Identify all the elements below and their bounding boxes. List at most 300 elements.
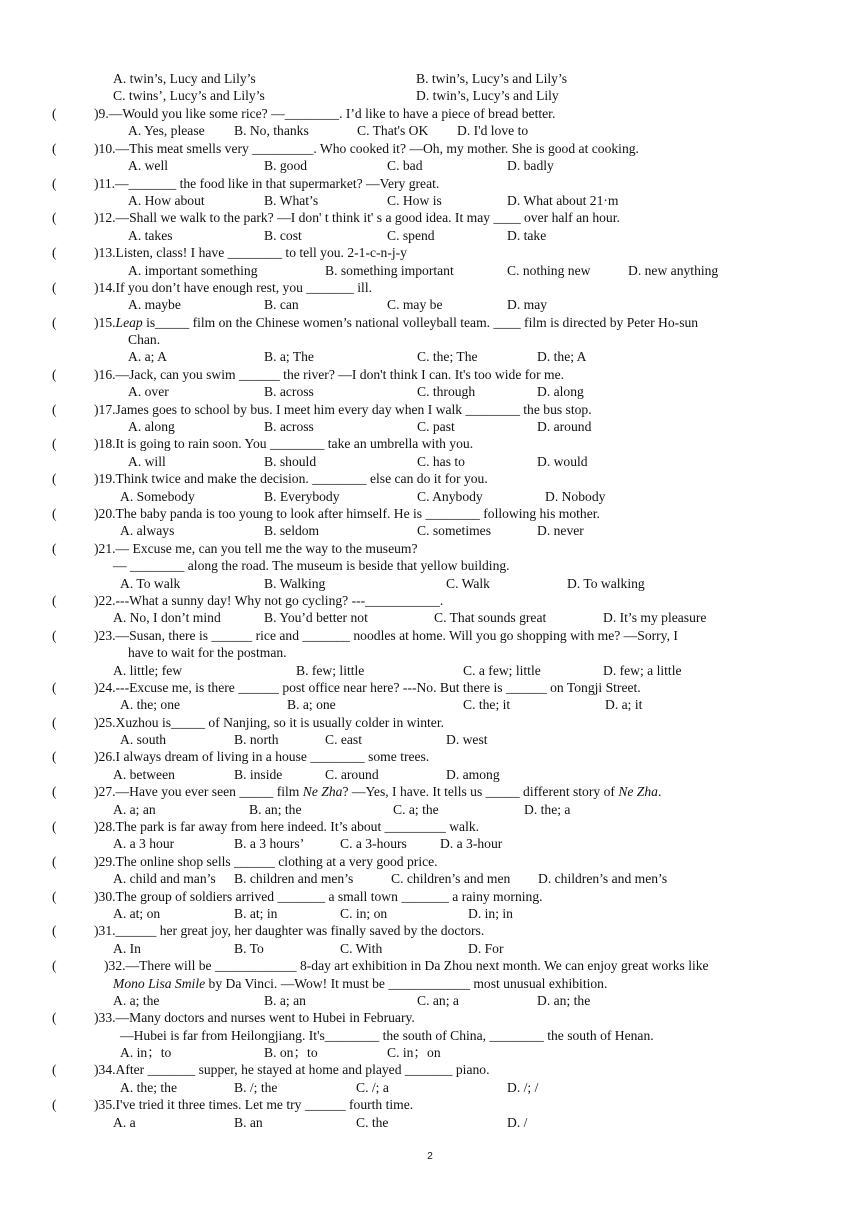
options-row	[0, 905, 860, 922]
option-d[interactable]: D. an; the	[537, 992, 591, 1008]
options-row	[0, 731, 860, 748]
option-a[interactable]: A. well	[128, 158, 169, 174]
answer-blank[interactable]	[60, 853, 90, 869]
stem-text: —Susan, there is ______ rice and _______ noodles at home. Will you go shopping with me? —Sorry, I	[115, 627, 678, 643]
option-c[interactable]: C. in; on	[340, 905, 388, 921]
stem-title-italic: Ne Zha	[618, 784, 658, 800]
answer-blank[interactable]	[60, 209, 90, 225]
answer-blank[interactable]	[60, 748, 90, 764]
question-number: )32.	[104, 958, 126, 974]
stem-title-italic: Mono Lisa Smile	[113, 975, 206, 991]
option-c[interactable]: C. the; The	[417, 349, 478, 365]
question-item	[0, 1061, 860, 1096]
option-a[interactable]: A. child and man’s	[113, 871, 216, 887]
option-b[interactable]: B. No, thanks	[234, 123, 309, 139]
option-a[interactable]: A. a	[113, 1114, 136, 1130]
option-c[interactable]: C. in；on	[387, 1045, 441, 1061]
stem-text: Xuzhou is_____ of Nanjing, so it is usually colder in winter.	[115, 714, 445, 730]
question-number: )13.	[94, 245, 116, 261]
answer-blank[interactable]	[60, 470, 90, 486]
option-a[interactable]: A. How about	[128, 192, 205, 208]
option-b[interactable]: B. something important	[325, 262, 454, 278]
option-a[interactable]: A. Somebody	[120, 488, 195, 504]
option-a[interactable]: A. a; the	[113, 992, 160, 1008]
answer-bracket-open: (	[52, 1062, 57, 1078]
option-d[interactable]: D. children’s and men’s	[538, 871, 668, 887]
answer-blank[interactable]	[60, 140, 90, 156]
question-item	[0, 853, 860, 888]
question-stem	[94, 209, 620, 226]
question-stem-row	[0, 401, 860, 418]
answer-bracket-open: (	[52, 314, 57, 330]
stem-text: James goes to school by bus. I meet him every day when I walk ________ the bus stop.	[115, 401, 592, 417]
question-item	[0, 1096, 860, 1131]
question-stem-row	[0, 783, 860, 800]
question-stem	[94, 140, 639, 157]
option-a[interactable]: A. south	[120, 732, 167, 748]
question-stem-row	[0, 627, 860, 644]
question-stem	[94, 401, 592, 418]
option-d[interactable]: D. take	[507, 227, 547, 243]
question-item	[0, 540, 860, 592]
option-c[interactable]: C. the; it	[463, 697, 511, 713]
options-row	[0, 696, 860, 713]
option-c[interactable]: C. a 3-hours	[340, 836, 407, 852]
option-d[interactable]: D. /; /	[507, 1079, 539, 1095]
question-stem-row	[0, 922, 860, 939]
question-number: )14.	[94, 279, 116, 295]
option-b[interactable]: B. inside	[234, 766, 283, 782]
option-c[interactable]: C. may be	[387, 297, 443, 313]
stem-text: —Shall we walk to the park? —I don' t think it' s a good idea. It may ____ over half an hour.	[115, 210, 620, 226]
stem-text: ______ her great joy, her daughter was finally saved by the doctors.	[115, 923, 485, 939]
question-number: )21.	[94, 540, 116, 556]
answer-blank[interactable]	[60, 679, 90, 695]
stem-text: I always dream of living in a house ________ some trees.	[115, 749, 430, 765]
answer-blank[interactable]	[60, 505, 90, 521]
option-b[interactable]: B. an; the	[249, 801, 302, 817]
question-stem	[94, 853, 438, 870]
option-a[interactable]: A. the; the	[120, 1079, 178, 1095]
option-d[interactable]: D. in; in	[468, 905, 513, 921]
option-b[interactable]: B. twin’s, Lucy’s and Lily’s	[416, 71, 568, 86]
option-b[interactable]: B. across	[264, 384, 314, 400]
option-d[interactable]: D. new anything	[628, 262, 719, 278]
stem-text: It is going to rain soon. You ________ take an umbrella with you.	[115, 436, 474, 452]
question-number: )27.	[94, 784, 116, 800]
question-stem-row	[0, 1061, 860, 1078]
question-stem-row	[0, 592, 860, 609]
options-row	[0, 453, 860, 470]
option-a[interactable]: A. at; on	[113, 905, 161, 921]
option-c[interactable]: C. a few; little	[463, 662, 541, 678]
options-row	[0, 1079, 860, 1096]
option-c[interactable]: C. the	[356, 1114, 389, 1130]
question-item	[0, 748, 860, 783]
stem-text: ? —Yes, I have. It tells us _____ different story of	[342, 784, 619, 800]
stem-text: Chan.	[128, 332, 161, 348]
option-a[interactable]: A. along	[128, 419, 175, 435]
question-stem-row	[0, 540, 860, 557]
option-a[interactable]: A. No, I don’t mind	[113, 610, 221, 626]
option-c[interactable]: C. With	[340, 940, 383, 956]
stem-text: —There will be ____________ 8-day art exhibition in Da Zhou next month. We can enjoy great works like	[125, 958, 709, 974]
option-b[interactable]: B. a; one	[287, 697, 336, 713]
question-item	[0, 470, 860, 505]
answer-blank[interactable]	[60, 314, 90, 330]
question-stem-row	[0, 1096, 860, 1113]
question-stem	[94, 679, 641, 696]
question-stem-row	[0, 505, 860, 522]
option-b[interactable]: B. good	[264, 158, 308, 174]
option-d[interactable]: D. a 3-hour	[440, 836, 503, 852]
question-item	[0, 314, 860, 366]
answer-blank[interactable]	[60, 888, 90, 904]
question-number: )18.	[94, 436, 116, 452]
answer-bracket-open: (	[52, 958, 57, 974]
option-d[interactable]: D. /	[507, 1114, 528, 1130]
option-b[interactable]: B. Everybody	[264, 488, 340, 504]
answer-blank[interactable]	[60, 401, 90, 417]
stem-text: have to wait for the postman.	[128, 645, 287, 661]
answer-blank[interactable]	[60, 175, 90, 191]
options-row	[0, 227, 860, 244]
answer-blank[interactable]	[60, 592, 90, 608]
options-row	[0, 522, 860, 539]
question-stem-row	[0, 435, 860, 452]
option-d[interactable]: D. Nobody	[545, 488, 606, 504]
answer-bracket-open: (	[52, 210, 57, 226]
question-stem-row	[0, 714, 860, 731]
question-stem	[94, 592, 443, 609]
question-stem-row	[0, 957, 860, 974]
options-row	[0, 870, 860, 887]
answer-bracket-open: (	[52, 245, 57, 261]
option-a[interactable]: A. little; few	[113, 662, 183, 678]
option-a[interactable]: A. Yes, please	[128, 123, 205, 139]
option-b[interactable]: B. an	[234, 1114, 263, 1130]
question-stem	[94, 627, 678, 644]
question-number: )35.	[94, 1097, 116, 1113]
answer-blank[interactable]	[60, 366, 90, 382]
option-b[interactable]: B. at; in	[234, 905, 278, 921]
answer-blank[interactable]	[60, 922, 90, 938]
prev-question-options	[0, 70, 860, 105]
answer-bracket-open: (	[52, 106, 57, 121]
option-c[interactable]: C. That sounds great	[434, 610, 547, 626]
question-number: )31.	[94, 923, 116, 939]
option-b[interactable]: B. on；to	[264, 1045, 318, 1061]
option-c[interactable]: C. bad	[387, 158, 423, 174]
option-c[interactable]: C. east	[325, 732, 362, 748]
option-d[interactable]: D. never	[537, 523, 584, 539]
stem-text: After _______ supper, he stayed at home and played _______ piano.	[115, 1062, 490, 1078]
option-b[interactable]: B. north	[234, 732, 279, 748]
option-d[interactable]: D. may	[507, 297, 548, 313]
option-d[interactable]: D. few; a little	[603, 662, 682, 678]
options-row	[0, 488, 860, 505]
option-b[interactable]: B. To	[234, 940, 264, 956]
answer-blank[interactable]	[60, 279, 90, 295]
answer-bracket-open: (	[52, 749, 57, 765]
answer-bracket-open: (	[52, 853, 57, 869]
stem-title-italic: Ne Zha	[302, 784, 343, 800]
option-b[interactable]: B. can	[264, 297, 299, 313]
options-row	[0, 348, 860, 365]
option-b[interactable]: B. should	[264, 453, 317, 469]
answer-blank[interactable]	[60, 105, 90, 121]
option-b[interactable]: B. few; little	[296, 662, 365, 678]
option-c[interactable]: C. /; a	[356, 1079, 389, 1095]
option-c[interactable]: C. nothing new	[507, 262, 591, 278]
options-row	[0, 1114, 860, 1131]
answer-bracket-open: (	[52, 923, 57, 939]
option-c[interactable]: C. an; a	[417, 992, 459, 1008]
question-stem-row	[0, 853, 860, 870]
question-stem	[94, 1096, 413, 1113]
stem-title-italic: Leap	[115, 314, 143, 330]
question-stem	[94, 714, 444, 731]
option-c[interactable]: C. That's OK	[357, 123, 429, 139]
question-number: )34.	[94, 1062, 116, 1078]
question-stem	[94, 505, 600, 522]
option-d[interactable]: D. twin’s, Lucy’s and Lily	[416, 88, 559, 104]
stem-text: by Da Vinci. —Wow! It must be ____________ most unusual exhibition.	[205, 975, 608, 991]
question-item	[0, 175, 860, 210]
answer-bracket-open: (	[52, 714, 57, 730]
option-d[interactable]: D. would	[537, 453, 588, 469]
question-list	[0, 105, 860, 1131]
question-stem	[94, 783, 661, 800]
option-b[interactable]: B. a; an	[264, 992, 306, 1008]
question-stem	[94, 1061, 489, 1078]
question-item	[0, 888, 860, 923]
question-stem-row	[0, 679, 860, 696]
answer-bracket-open: (	[52, 1097, 57, 1113]
question-stem	[94, 888, 543, 905]
option-b[interactable]: B. across	[264, 419, 314, 435]
options-row	[0, 1044, 860, 1061]
option-d[interactable]: D. For	[468, 940, 504, 956]
options-row	[0, 157, 860, 174]
question-stem-row	[0, 1009, 860, 1026]
options-row	[0, 192, 860, 209]
option-b[interactable]: B. /; the	[234, 1079, 278, 1095]
question-stem-row	[0, 279, 860, 296]
question-number: )11.	[94, 175, 116, 191]
answer-blank[interactable]	[60, 714, 90, 730]
question-number: )29.	[94, 853, 116, 869]
option-c[interactable]: C. Anybody	[417, 488, 483, 504]
option-d[interactable]: D. west	[446, 732, 488, 748]
answer-blank[interactable]	[60, 540, 90, 556]
option-c[interactable]: C. a; the	[393, 801, 439, 817]
option-d[interactable]: D. I'd love to	[457, 123, 529, 139]
question-item	[0, 627, 860, 679]
question-stem-row	[0, 888, 860, 905]
question-number: )9.	[94, 106, 109, 121]
question-number: )17.	[94, 401, 116, 417]
option-a[interactable]: A. a 3 hour	[113, 836, 175, 852]
question-stem	[94, 1009, 415, 1026]
question-stem	[94, 175, 439, 192]
answer-bracket-open: (	[52, 627, 57, 643]
stem-continuation	[113, 975, 607, 992]
option-d[interactable]: D. around	[537, 419, 592, 435]
question-item	[0, 922, 860, 957]
question-item	[0, 1009, 860, 1061]
answer-blank[interactable]	[60, 818, 90, 834]
option-b[interactable]: B. a; The	[264, 349, 314, 365]
option-d[interactable]: D. among	[446, 766, 500, 782]
answer-blank[interactable]	[60, 957, 90, 973]
options-row	[0, 766, 860, 783]
option-a[interactable]: A. In	[113, 940, 141, 956]
question-item	[0, 244, 860, 279]
option-c[interactable]: C. spend	[387, 227, 435, 243]
option-c[interactable]: C. Walk	[446, 575, 490, 591]
option-d[interactable]: D. badly	[507, 158, 554, 174]
option-b[interactable]: B. children and men’s	[234, 871, 354, 887]
option-a[interactable]: A. the; one	[120, 697, 181, 713]
stem-text: ---What a sunny day! Why not go cycling? ---___________.	[115, 592, 444, 608]
answer-bracket-open: (	[52, 471, 57, 487]
question-stem-row	[0, 209, 860, 226]
stem-continuation	[128, 644, 287, 661]
question-number: )23.	[94, 627, 116, 643]
options-row	[0, 801, 860, 818]
answer-bracket-open: (	[52, 401, 57, 417]
option-d[interactable]: D. It’s my pleasure	[603, 610, 707, 626]
option-c[interactable]: C. has to	[417, 453, 465, 469]
option-a[interactable]: A. a; an	[113, 801, 156, 817]
stem-text: —Many doctors and nurses went to Hubei in February.	[115, 1010, 415, 1026]
options-row	[0, 383, 860, 400]
option-c[interactable]: C. sometimes	[417, 523, 492, 539]
options-row	[0, 122, 860, 139]
question-stem	[94, 818, 479, 835]
option-c[interactable]: C. around	[325, 766, 379, 782]
option-d[interactable]: D. To walking	[567, 575, 645, 591]
options-row	[0, 418, 860, 435]
question-number: )28.	[94, 819, 116, 835]
option-c[interactable]: C. How is	[387, 192, 442, 208]
stem-text: .	[657, 784, 662, 800]
question-stem-row	[0, 105, 860, 122]
options-row	[0, 296, 860, 313]
answer-bracket-open: (	[52, 592, 57, 608]
options-row	[0, 992, 860, 1009]
option-a[interactable]: A. a; A	[128, 349, 167, 365]
answer-bracket-open: (	[52, 279, 57, 295]
question-stem-row	[0, 175, 860, 192]
option-a[interactable]: A. To walk	[120, 575, 181, 591]
option-d[interactable]: D. What about 21·m	[507, 192, 619, 208]
option-b[interactable]: B. a 3 hours’	[234, 836, 305, 852]
question-stem	[94, 105, 555, 122]
question-item	[0, 592, 860, 627]
stem-text: —Would you like some rice? —________. I’d like to have a piece of bread better.	[108, 106, 556, 121]
question-number: )16.	[94, 366, 116, 382]
answer-blank[interactable]	[60, 244, 90, 260]
stem-text: —This meat smells very _________. Who cooked it? —Oh, my mother. She is good at cooking.	[115, 140, 639, 156]
question-number: )24.	[94, 679, 116, 695]
question-stem	[94, 314, 698, 331]
answer-blank[interactable]	[60, 435, 90, 451]
question-item	[0, 401, 860, 436]
options-row	[0, 575, 860, 592]
option-a[interactable]: A. takes	[128, 227, 173, 243]
question-stem	[94, 244, 407, 261]
option-a[interactable]: A. twin’s, Lucy and Lily’s	[113, 71, 256, 86]
option-c[interactable]: C. through	[417, 384, 476, 400]
stem-text: is_____ film on the Chinese women’s national volleyball team. ____ film is directed by Peter Ho-sun	[142, 314, 699, 330]
option-a[interactable]: A. will	[128, 453, 166, 469]
question-stem-row	[0, 818, 860, 835]
question-item	[0, 105, 860, 140]
stem-text: The baby panda is too young to look after himself. He is ________ following his mother.	[115, 505, 600, 521]
question-item	[0, 140, 860, 175]
question-stem-continuation	[0, 1027, 860, 1044]
option-a[interactable]: A. in；to	[120, 1045, 172, 1061]
answer-blank[interactable]	[60, 627, 90, 643]
answer-blank[interactable]	[60, 1061, 90, 1077]
option-d[interactable]: D. the; A	[537, 349, 587, 365]
answer-blank[interactable]	[60, 1096, 90, 1112]
question-item	[0, 818, 860, 853]
stem-text: The park is far away from here indeed. It’s about _________ walk.	[115, 819, 480, 835]
answer-blank[interactable]	[60, 1009, 90, 1025]
question-number: )12.	[94, 210, 116, 226]
answer-bracket-open: (	[52, 436, 57, 452]
question-stem-row	[0, 244, 860, 261]
question-stem	[94, 922, 484, 939]
option-d[interactable]: D. a; it	[605, 697, 643, 713]
options-row	[0, 609, 860, 626]
option-b[interactable]: B. seldom	[264, 523, 320, 539]
options-row	[0, 662, 860, 679]
question-number: )26.	[94, 749, 116, 765]
option-b[interactable]: B. You’d better not	[264, 610, 368, 626]
question-item	[0, 279, 860, 314]
question-stem-continuation	[0, 331, 860, 348]
question-stem-continuation	[0, 975, 860, 992]
question-number: )19.	[94, 471, 116, 487]
stem-continuation	[128, 331, 160, 348]
answer-blank[interactable]	[60, 783, 90, 799]
answer-bracket-open: (	[52, 175, 57, 191]
option-c[interactable]: C. children’s and men	[391, 871, 511, 887]
stem-text: The group of soldiers arrived _______ a small town _______ a rainy morning.	[115, 888, 543, 904]
stem-text: The online shop sells ______ clothing at a very good price.	[115, 853, 438, 869]
option-a[interactable]: A. over	[128, 384, 169, 400]
option-a[interactable]: A. between	[113, 766, 175, 782]
option-a[interactable]: A. maybe	[128, 297, 181, 313]
option-a[interactable]: A. always	[120, 523, 175, 539]
option-d[interactable]: D. the; a	[524, 801, 571, 817]
stem-text: ---Excuse me, is there ______ post office near here? ---No. But there is ______ on Tongji Street.	[115, 679, 641, 695]
option-d[interactable]: D. along	[537, 384, 584, 400]
option-b[interactable]: B. What’s	[264, 192, 319, 208]
option-a[interactable]: A. important something	[128, 262, 258, 278]
option-b[interactable]: B. Walking	[264, 575, 326, 591]
question-number: )10.	[94, 140, 116, 156]
option-c[interactable]: C. twins’, Lucy’s and Lily’s	[113, 88, 265, 104]
option-b[interactable]: B. cost	[264, 227, 302, 243]
stem-text: — ________ along the road. The museum is beside that yellow building.	[113, 558, 510, 574]
stem-text: Think twice and make the decision. ________ else can do it for you.	[115, 471, 488, 487]
option-c[interactable]: C. past	[417, 419, 455, 435]
